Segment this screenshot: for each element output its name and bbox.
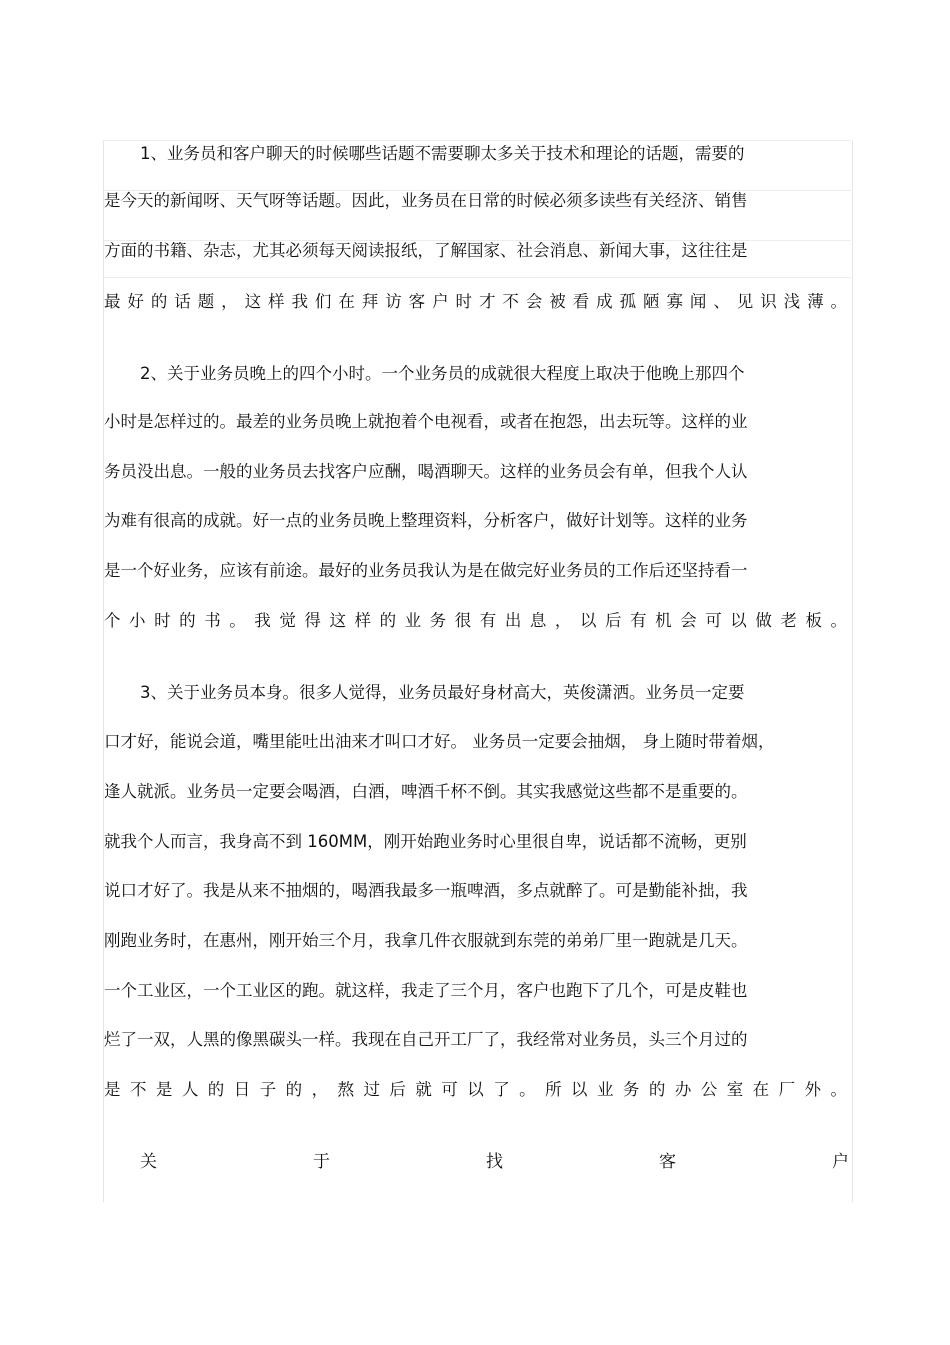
- paragraph-2-line: 是一个好业务，应该有前途。最好的业务员我认为是在做完好业务员的工作后还坚持看一: [104, 561, 748, 580]
- paragraph-1-line: 最好的话题，这样我们在拜访客户时才不会被看成孤陋寡闻、见识浅薄。: [104, 292, 849, 311]
- paragraph-1-line: 1、业务员和客户聊天的时候哪些话题不需要聊太多关于技术和理论的话题，需要的: [140, 144, 745, 163]
- heading-char: 客: [659, 1152, 676, 1172]
- paragraph-1-line: 方面的书籍、杂志，尤其必须每天阅读报纸，了解国家、社会消息、新闻大事，这往往是: [104, 241, 748, 260]
- heading-char: 于: [313, 1152, 330, 1172]
- paragraph-3-line: 烂了一双，人黑的像黑碳头一样。我现在自己开工厂了，我经常对业务员，头三个月过的: [104, 1030, 748, 1049]
- section-heading: [140, 1149, 849, 1175]
- heading-char: 户: [832, 1152, 849, 1172]
- heading-char: 找: [486, 1152, 503, 1172]
- paragraph-2-line: 2、关于业务员晚上的四个小时。一个业务员的成就很大程度上取决于他晚上那四个: [140, 364, 745, 383]
- paragraph-3-line: 说口才好了。我是从来不抽烟的，喝酒我最多一瓶啤酒，多点就醉了。可是勤能补拙，我: [104, 881, 748, 900]
- heading-char: 关: [140, 1152, 157, 1172]
- paragraph-2-line: 个小时的书。我觉得这样的业务很有出息，以后有机会可以做老板。: [104, 611, 849, 630]
- paragraph-3-line: 3、关于业务员本身。很多人觉得，业务员最好身材高大，英俊潇洒。业务员一定要: [140, 683, 745, 702]
- paragraph-3-line: 一个工业区，一个工业区的跑。就这样，我走了三个月，客户也跑下了几个，可是皮鞋也: [104, 981, 748, 1000]
- paragraph-2-line: 为难有很高的成就。好一点的业务员晚上整理资料，分析客户，做好计划等。这样的业务: [104, 511, 748, 530]
- paragraph-2-line: 小时是怎样过的。最差的业务员晚上就抱着个电视看，或者在抱怨，出去玩等。这样的业: [104, 412, 748, 431]
- paragraph-1-line: 是今天的新闻呀、天气呀等话题。因此，业务员在日常的时候必须多读些有关经济、销售: [104, 191, 748, 210]
- paragraph-3-line: 就我个人而言，我身高不到 160MM，刚开始跑业务时心里很自卑，说话都不流畅，更别: [104, 832, 747, 851]
- paragraph-3-line: 刚跑业务时，在惠州，刚开始三个月，我拿几件衣服就到东莞的弟弟厂里一跑就是几天。: [104, 931, 748, 950]
- divider: [103, 277, 851, 278]
- paragraph-3-line: 是不是人的日子的，熬过后就可以了。所以业务的办公室在厂外。: [104, 1080, 849, 1099]
- paragraph-3-line: 逢人就派。业务员一定要会喝酒，白酒，啤酒千杯不倒。其实我感觉这些都不是重要的。: [104, 782, 748, 801]
- paragraph-3-line: 口才好，能说会道，嘴里能吐出油来才叫口才好。 业务员一定要会抽烟， 身上随时带着烟，: [104, 732, 775, 751]
- paragraph-2-line: 务员没出息。一般的业务员去找客户应酬，喝酒聊天。这样的业务员会有单，但我个人认: [104, 462, 748, 481]
